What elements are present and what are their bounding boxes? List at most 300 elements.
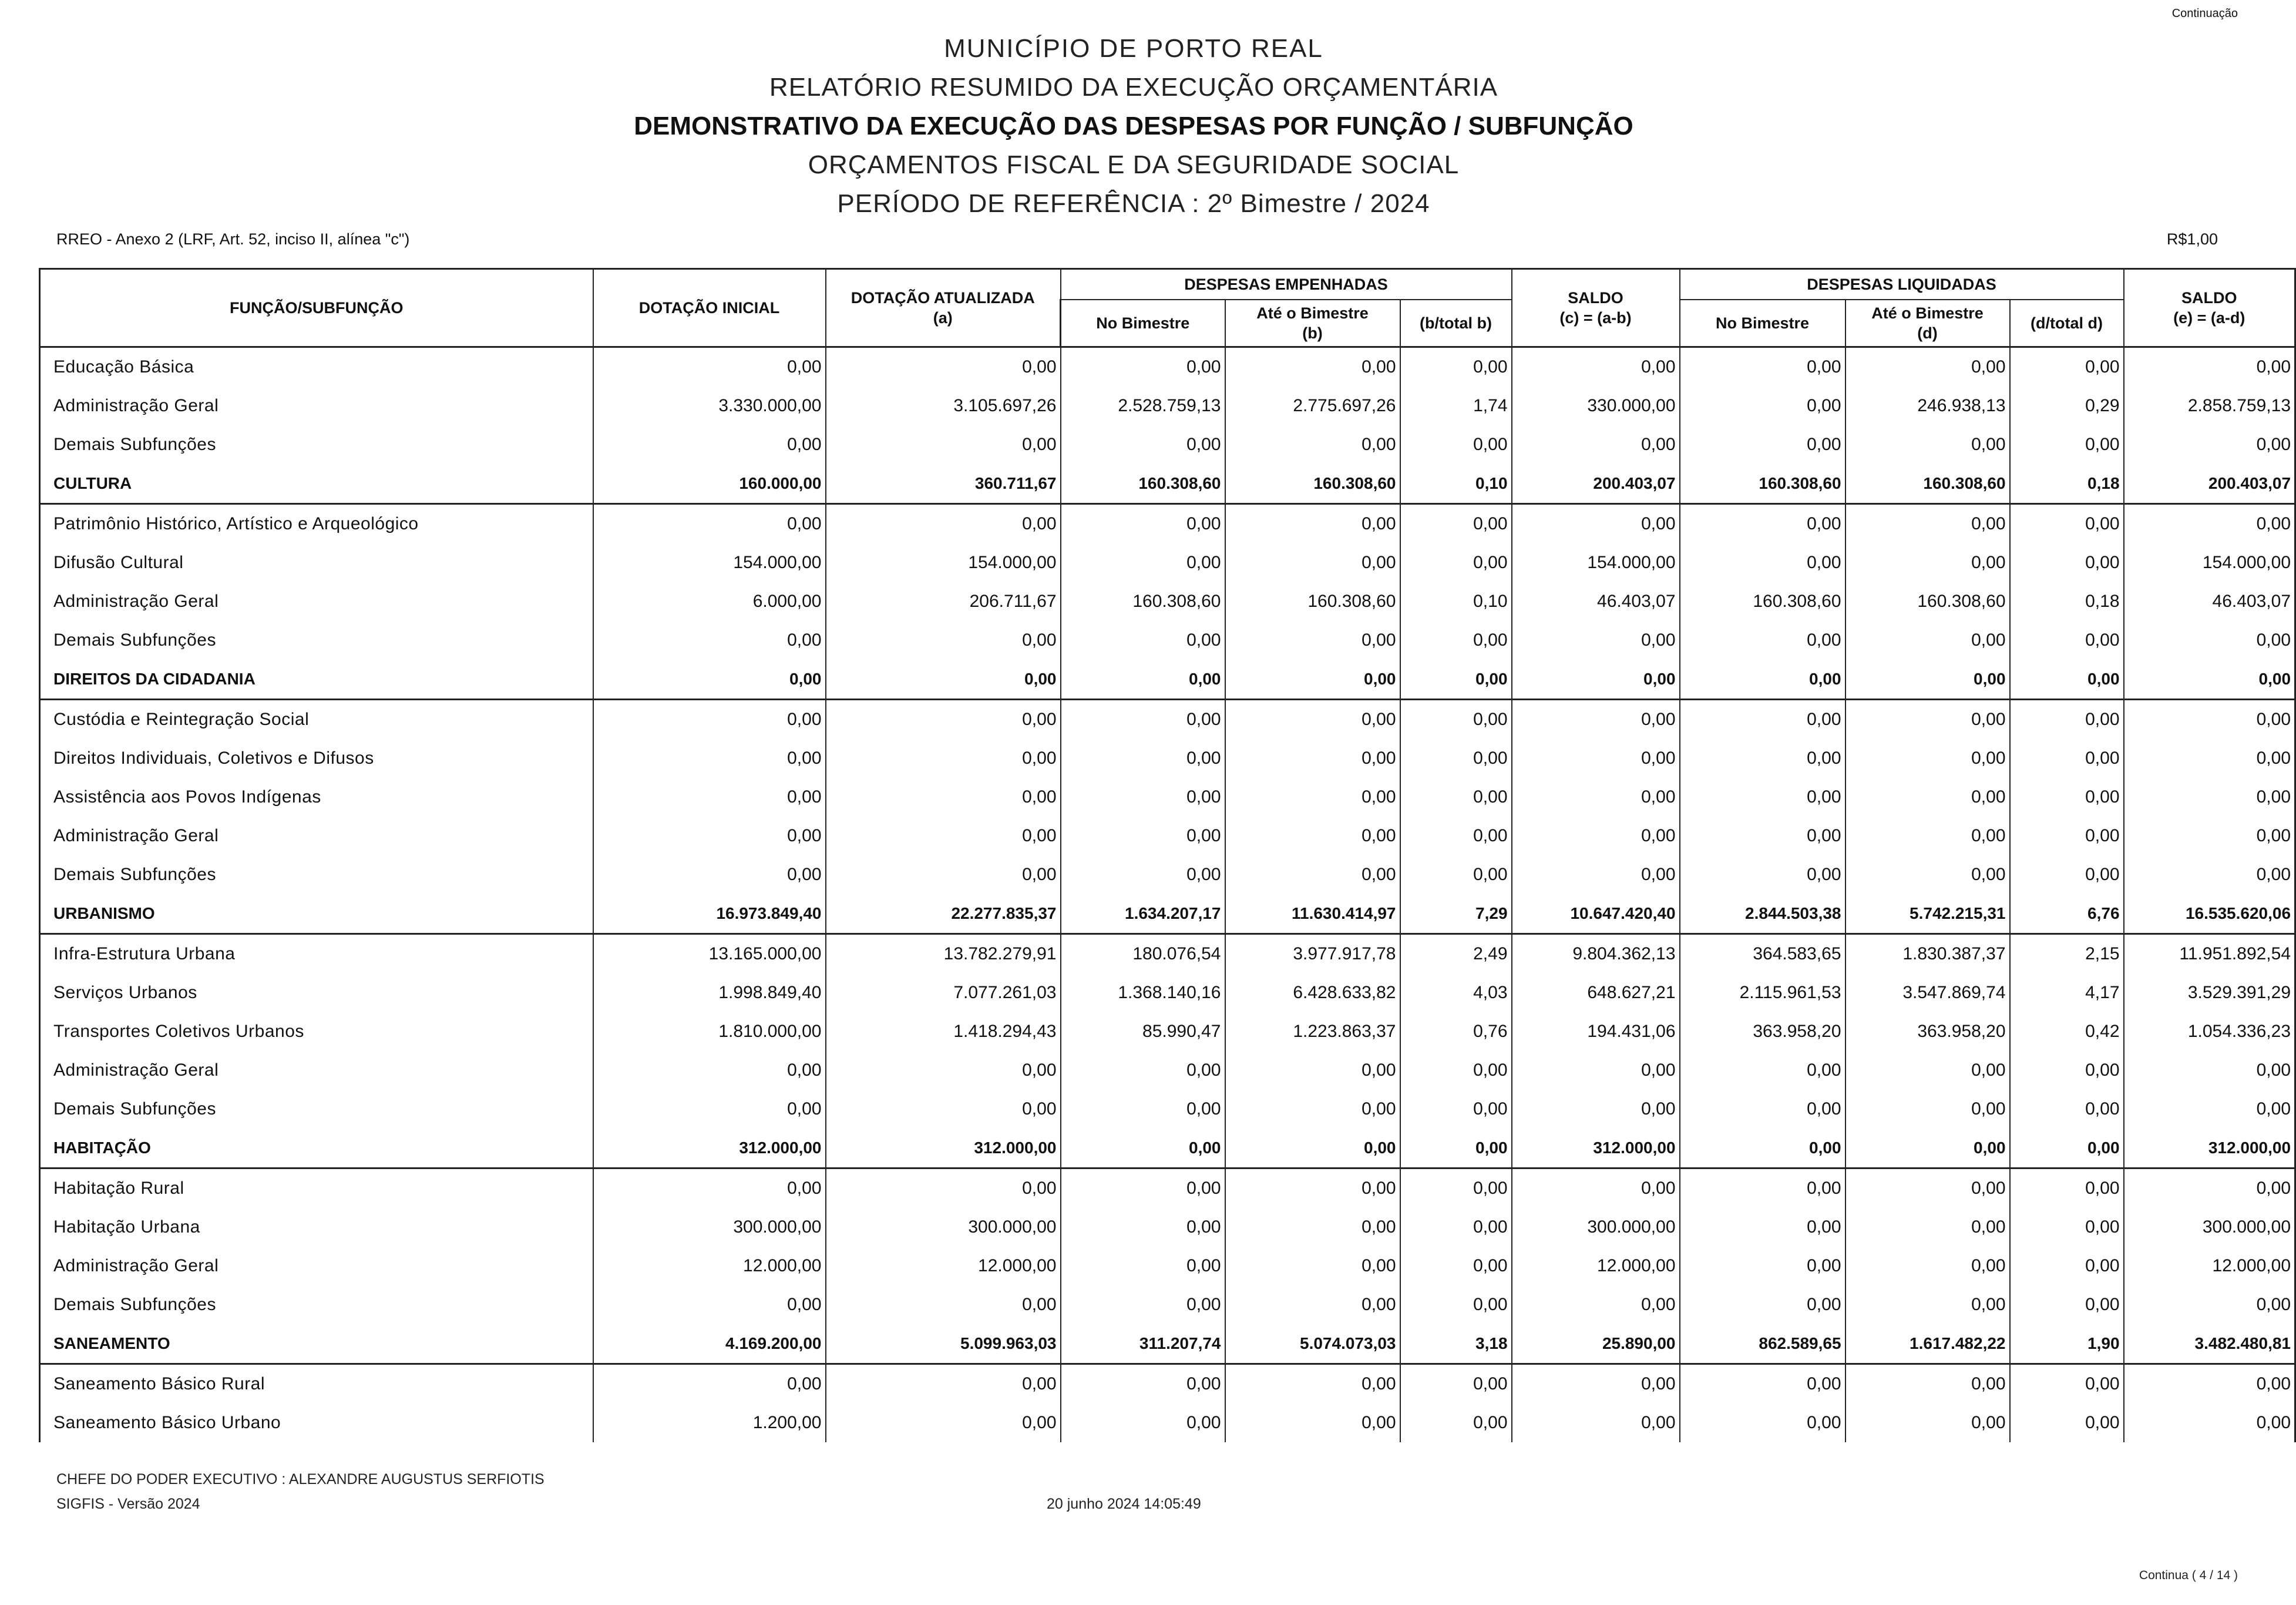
- value-cell: 3.547.869,74: [1845, 973, 2010, 1012]
- value-cell: 2.528.759,13: [1061, 387, 1225, 425]
- value-cell: 300.000,00: [2124, 1208, 2295, 1247]
- page-indicator: Continua ( 4 / 14 ): [2139, 1569, 2238, 1582]
- value-cell: 648.627,21: [1512, 973, 1680, 1012]
- subfunction-name: Transportes Coletivos Urbanos: [40, 1012, 593, 1051]
- value-cell: 0,00: [826, 504, 1061, 544]
- value-cell: 0,00: [1845, 1403, 2010, 1442]
- value-cell: 0,00: [2010, 1169, 2124, 1208]
- value-cell: 0,00: [2010, 817, 2124, 855]
- value-cell: 0,00: [1400, 1129, 1512, 1169]
- executive-chief: CHEFE DO PODER EXECUTIVO : ALEXANDRE AUGUSTUS SERFIOTIS: [56, 1471, 544, 1488]
- value-cell: 1,74: [1400, 387, 1512, 425]
- value-cell: 0,76: [1400, 1012, 1512, 1051]
- value-cell: 0,00: [1225, 700, 1400, 740]
- value-cell: 0,00: [2124, 504, 2295, 544]
- subfunction-name: Demais Subfunções: [40, 1285, 593, 1324]
- value-cell: 1.200,00: [593, 1403, 826, 1442]
- value-cell: 0,00: [1061, 347, 1225, 387]
- value-cell: 12.000,00: [826, 1247, 1061, 1285]
- value-cell: 862.589,65: [1680, 1324, 1845, 1364]
- value-cell: 0,00: [2124, 778, 2295, 817]
- value-cell: 0,00: [1400, 660, 1512, 700]
- value-cell: 3.482.480,81: [2124, 1324, 2295, 1364]
- subfunction-row: [40, 1090, 2295, 1129]
- value-cell: 0,00: [1845, 504, 2010, 544]
- value-cell: 0,18: [2010, 464, 2124, 504]
- function-name: SANEAMENTO: [40, 1324, 593, 1364]
- value-cell: 0,00: [1225, 1403, 1400, 1442]
- value-cell: 160.308,60: [1061, 582, 1225, 621]
- value-cell: 3,18: [1400, 1324, 1512, 1364]
- value-cell: 1.418.294,43: [826, 1012, 1061, 1051]
- value-cell: 0,00: [1512, 817, 1680, 855]
- value-cell: 194.431,06: [1512, 1012, 1680, 1051]
- subfunction-row: [40, 347, 2295, 387]
- value-cell: 0,00: [1680, 660, 1845, 700]
- subfunction-row: [40, 1403, 2295, 1442]
- value-cell: 0,00: [2010, 1208, 2124, 1247]
- value-cell: 85.990,47: [1061, 1012, 1225, 1051]
- value-cell: 0,29: [2010, 387, 2124, 425]
- value-cell: 0,00: [2124, 347, 2295, 387]
- value-cell: 0,00: [1061, 621, 1225, 660]
- value-cell: 0,00: [1512, 1285, 1680, 1324]
- value-cell: 0,00: [1845, 347, 2010, 387]
- continuation-label: Continuação: [2171, 7, 2238, 20]
- value-cell: 0,00: [1400, 700, 1512, 740]
- subfunction-name: Saneamento Básico Rural: [40, 1364, 593, 1404]
- value-cell: 0,00: [593, 778, 826, 817]
- value-cell: 0,00: [1680, 425, 1845, 464]
- value-cell: 0,00: [1225, 1129, 1400, 1169]
- value-cell: 0,00: [1845, 425, 2010, 464]
- subfunction-name: Serviços Urbanos: [40, 973, 593, 1012]
- value-cell: 0,00: [1225, 1169, 1400, 1208]
- subfunction-row: [40, 543, 2295, 582]
- subfunction-name: Direitos Individuais, Coletivos e Difusos: [40, 739, 593, 778]
- value-cell: 0,00: [1512, 660, 1680, 700]
- value-cell: 0,00: [1845, 621, 2010, 660]
- value-cell: 0,00: [2010, 621, 2124, 660]
- value-cell: 0,00: [826, 660, 1061, 700]
- value-cell: 3.977.917,78: [1225, 934, 1400, 974]
- value-cell: 0,00: [2124, 621, 2295, 660]
- value-cell: 363.958,20: [1680, 1012, 1845, 1051]
- value-cell: 0,00: [1400, 1247, 1512, 1285]
- value-cell: 16.973.849,40: [593, 894, 826, 934]
- value-cell: 0,00: [1845, 700, 2010, 740]
- value-cell: 0,00: [1225, 855, 1400, 894]
- value-cell: 154.000,00: [1512, 543, 1680, 582]
- value-cell: 0,00: [1225, 347, 1400, 387]
- subfunction-name: Administração Geral: [40, 582, 593, 621]
- subfunction-row: [40, 425, 2295, 464]
- value-cell: 12.000,00: [2124, 1247, 2295, 1285]
- value-cell: 0,00: [1680, 778, 1845, 817]
- value-cell: 13.165.000,00: [593, 934, 826, 974]
- value-cell: 1.634.207,17: [1061, 894, 1225, 934]
- value-cell: 0,00: [1680, 1129, 1845, 1169]
- col-header-dotacao-atualizada: DOTAÇÃO ATUALIZADA (a): [826, 269, 1061, 347]
- value-cell: 0,00: [2010, 1051, 2124, 1090]
- value-cell: 0,00: [826, 855, 1061, 894]
- subfunction-row: [40, 1364, 2295, 1404]
- value-cell: 6.428.633,82: [1225, 973, 1400, 1012]
- value-cell: 6,76: [2010, 894, 2124, 934]
- col-group-empenhadas: DESPESAS EMPENHADAS: [1061, 269, 1512, 300]
- value-cell: 46.403,07: [2124, 582, 2295, 621]
- col-header-emp-no-bimestre: No Bimestre: [1061, 300, 1225, 347]
- value-cell: 1.223.863,37: [1225, 1012, 1400, 1051]
- value-cell: 0,00: [826, 700, 1061, 740]
- col-header-liq-pct: (d/total d): [2010, 300, 2124, 347]
- subfunction-row: [40, 1208, 2295, 1247]
- subfunction-row: [40, 504, 2295, 544]
- subfunction-name: Habitação Rural: [40, 1169, 593, 1208]
- value-cell: 0,00: [1400, 1285, 1512, 1324]
- value-cell: 0,00: [593, 621, 826, 660]
- value-cell: 5.742.215,31: [1845, 894, 2010, 934]
- value-cell: 0,00: [1680, 387, 1845, 425]
- value-cell: 0,00: [1225, 778, 1400, 817]
- value-cell: 0,00: [593, 347, 826, 387]
- value-cell: 1.810.000,00: [593, 1012, 826, 1051]
- value-cell: 0,00: [2124, 1090, 2295, 1129]
- value-cell: 2,15: [2010, 934, 2124, 974]
- value-cell: 0,00: [1400, 778, 1512, 817]
- value-cell: 0,00: [593, 1051, 826, 1090]
- value-cell: 312.000,00: [1512, 1129, 1680, 1169]
- subfunction-row: [40, 817, 2295, 855]
- function-row: [40, 660, 2295, 700]
- value-cell: 0,00: [2010, 543, 2124, 582]
- value-cell: 0,00: [2010, 1364, 2124, 1404]
- value-cell: 2,49: [1400, 934, 1512, 974]
- value-cell: 0,00: [2010, 347, 2124, 387]
- subfunction-name: Difusão Cultural: [40, 543, 593, 582]
- value-cell: 0,00: [1512, 504, 1680, 544]
- value-cell: 0,00: [1225, 817, 1400, 855]
- value-cell: 0,00: [1845, 739, 2010, 778]
- value-cell: 0,00: [1225, 621, 1400, 660]
- value-cell: 25.890,00: [1512, 1324, 1680, 1364]
- value-cell: 0,00: [1845, 660, 2010, 700]
- value-cell: 312.000,00: [2124, 1129, 2295, 1169]
- value-cell: 0,00: [1845, 778, 2010, 817]
- value-cell: 0,00: [1845, 1090, 2010, 1129]
- value-cell: 0,00: [593, 504, 826, 544]
- value-cell: 0,00: [593, 1090, 826, 1129]
- subfunction-row: [40, 1012, 2295, 1051]
- value-cell: 6.000,00: [593, 582, 826, 621]
- value-cell: 4.169.200,00: [593, 1324, 826, 1364]
- subfunction-row: [40, 1169, 2295, 1208]
- annex-reference: RREO - Anexo 2 (LRF, Art. 52, inciso II, alínea "c"): [56, 230, 410, 248]
- value-cell: 0,00: [2124, 1051, 2295, 1090]
- value-cell: 0,00: [1512, 1364, 1680, 1404]
- value-cell: 0,00: [1061, 1285, 1225, 1324]
- value-cell: 0,00: [1680, 1285, 1845, 1324]
- value-cell: 0,00: [1225, 1285, 1400, 1324]
- value-cell: 0,00: [1512, 739, 1680, 778]
- value-cell: 0,00: [1225, 543, 1400, 582]
- statement-title: DEMONSTRATIVO DA EXECUÇÃO DAS DESPESAS POR FUNÇÃO / SUBFUNÇÃO: [634, 112, 1633, 140]
- subfunction-name: Administração Geral: [40, 1051, 593, 1090]
- value-cell: 206.711,67: [826, 582, 1061, 621]
- value-cell: 0,00: [2124, 425, 2295, 464]
- value-cell: 0,00: [2124, 855, 2295, 894]
- subfunction-row: [40, 1051, 2295, 1090]
- subfunction-name: Patrimônio Histórico, Artístico e Arqueológico: [40, 504, 593, 544]
- value-cell: 0,00: [826, 621, 1061, 660]
- value-cell: 0,00: [1512, 1403, 1680, 1442]
- value-cell: 0,00: [1061, 855, 1225, 894]
- value-cell: 1.998.849,40: [593, 973, 826, 1012]
- value-cell: 0,00: [826, 739, 1061, 778]
- subfunction-row: [40, 621, 2295, 660]
- value-cell: 312.000,00: [593, 1129, 826, 1169]
- value-cell: 0,00: [1680, 1090, 1845, 1129]
- value-cell: 0,00: [593, 1285, 826, 1324]
- value-cell: 0,00: [1512, 855, 1680, 894]
- value-cell: 0,10: [1400, 464, 1512, 504]
- value-cell: 0,00: [1061, 778, 1225, 817]
- value-cell: 154.000,00: [593, 543, 826, 582]
- function-row: [40, 1129, 2295, 1169]
- value-cell: 0,00: [1512, 700, 1680, 740]
- value-cell: 0,00: [1400, 1403, 1512, 1442]
- value-cell: 0,00: [1061, 1129, 1225, 1169]
- subfunction-name: Demais Subfunções: [40, 1090, 593, 1129]
- col-header-dotacao-inicial: DOTAÇÃO INICIAL: [593, 269, 826, 347]
- value-cell: 0,00: [1845, 1051, 2010, 1090]
- currency-unit: R$1,00: [2166, 230, 2218, 248]
- value-cell: 200.403,07: [1512, 464, 1680, 504]
- value-cell: 0,00: [1512, 425, 1680, 464]
- value-cell: 364.583,65: [1680, 934, 1845, 974]
- value-cell: 0,00: [593, 1364, 826, 1404]
- value-cell: 0,00: [2010, 660, 2124, 700]
- system-version: SIGFIS - Versão 2024: [56, 1496, 200, 1512]
- value-cell: 0,00: [2124, 739, 2295, 778]
- subfunction-name: Educação Básica: [40, 347, 593, 387]
- value-cell: 0,00: [1400, 504, 1512, 544]
- value-cell: 0,00: [1680, 700, 1845, 740]
- function-row: [40, 464, 2295, 504]
- subfunction-name: Administração Geral: [40, 1247, 593, 1285]
- value-cell: 0,00: [2010, 778, 2124, 817]
- col-group-liquidadas: DESPESAS LIQUIDADAS: [1680, 269, 2124, 300]
- value-cell: 2.858.759,13: [2124, 387, 2295, 425]
- value-cell: 0,00: [1225, 739, 1400, 778]
- value-cell: 16.535.620,06: [2124, 894, 2295, 934]
- value-cell: 160.308,60: [1225, 464, 1400, 504]
- value-cell: 0,00: [593, 855, 826, 894]
- value-cell: 0,00: [593, 817, 826, 855]
- value-cell: 0,00: [593, 739, 826, 778]
- function-name: DIREITOS DA CIDADANIA: [40, 660, 593, 700]
- value-cell: 180.076,54: [1061, 934, 1225, 974]
- value-cell: 160.308,60: [1061, 464, 1225, 504]
- value-cell: 2.775.697,26: [1225, 387, 1400, 425]
- value-cell: 0,00: [1225, 1051, 1400, 1090]
- value-cell: 12.000,00: [1512, 1247, 1680, 1285]
- value-cell: 0,00: [1061, 1247, 1225, 1285]
- value-cell: 0,00: [1061, 1169, 1225, 1208]
- value-cell: 0,00: [1400, 1169, 1512, 1208]
- value-cell: 0,00: [2124, 817, 2295, 855]
- value-cell: 0,18: [2010, 582, 2124, 621]
- value-cell: 0,00: [1845, 1285, 2010, 1324]
- value-cell: 0,00: [1680, 1169, 1845, 1208]
- subfunction-row: [40, 1247, 2295, 1285]
- value-cell: 0,00: [1061, 504, 1225, 544]
- value-cell: 0,00: [1680, 1364, 1845, 1404]
- value-cell: 0,00: [1225, 1247, 1400, 1285]
- value-cell: 312.000,00: [826, 1129, 1061, 1169]
- value-cell: 246.938,13: [1845, 387, 2010, 425]
- function-row: [40, 894, 2295, 934]
- value-cell: 0,00: [2010, 700, 2124, 740]
- value-cell: 0,00: [1680, 1051, 1845, 1090]
- value-cell: 0,00: [826, 1169, 1061, 1208]
- value-cell: 0,00: [1680, 739, 1845, 778]
- value-cell: 0,00: [1061, 1403, 1225, 1442]
- value-cell: 0,00: [593, 1169, 826, 1208]
- value-cell: 0,00: [1225, 660, 1400, 700]
- value-cell: 5.074.073,03: [1225, 1324, 1400, 1364]
- col-header-funcao: FUNÇÃO/SUBFUNÇÃO: [40, 269, 593, 347]
- value-cell: 0,00: [2010, 855, 2124, 894]
- value-cell: 0,00: [1061, 660, 1225, 700]
- value-cell: 7.077.261,03: [826, 973, 1061, 1012]
- value-cell: 0,00: [1400, 1051, 1512, 1090]
- value-cell: 363.958,20: [1845, 1012, 2010, 1051]
- value-cell: 3.330.000,00: [593, 387, 826, 425]
- value-cell: 0,00: [1061, 1051, 1225, 1090]
- value-cell: 0,00: [1680, 1208, 1845, 1247]
- generated-timestamp: 20 junho 2024 14:05:49: [1047, 1496, 1201, 1512]
- subfunction-name: Demais Subfunções: [40, 855, 593, 894]
- value-cell: 0,00: [1680, 1403, 1845, 1442]
- value-cell: 0,00: [2010, 739, 2124, 778]
- subfunction-row: [40, 778, 2295, 817]
- subfunction-row: [40, 1285, 2295, 1324]
- value-cell: 200.403,07: [2124, 464, 2295, 504]
- value-cell: 0,00: [2124, 1169, 2295, 1208]
- value-cell: 160.308,60: [1845, 464, 2010, 504]
- value-cell: 0,00: [826, 1403, 1061, 1442]
- value-cell: 0,00: [1225, 1090, 1400, 1129]
- subfunction-name: Assistência aos Povos Indígenas: [40, 778, 593, 817]
- value-cell: 330.000,00: [1512, 387, 1680, 425]
- value-cell: 0,00: [826, 1364, 1061, 1404]
- value-cell: 0,00: [593, 660, 826, 700]
- value-cell: 0,00: [1061, 425, 1225, 464]
- col-header-saldo-c: SALDO (c) = (a-b): [1512, 269, 1680, 347]
- report-title: RELATÓRIO RESUMIDO DA EXECUÇÃO ORÇAMENTÁRIA: [769, 73, 1498, 102]
- value-cell: 4,17: [2010, 973, 2124, 1012]
- value-cell: 0,00: [826, 778, 1061, 817]
- value-cell: 0,00: [1400, 855, 1512, 894]
- value-cell: 4,03: [1400, 973, 1512, 1012]
- value-cell: 154.000,00: [2124, 543, 2295, 582]
- value-cell: 9.804.362,13: [1512, 934, 1680, 974]
- value-cell: 360.711,67: [826, 464, 1061, 504]
- function-row: [40, 1324, 2295, 1364]
- value-cell: 0,00: [2124, 660, 2295, 700]
- value-cell: 160.308,60: [1680, 464, 1845, 504]
- budget-scope: ORÇAMENTOS FISCAL E DA SEGURIDADE SOCIAL: [808, 150, 1460, 179]
- function-name: CULTURA: [40, 464, 593, 504]
- value-cell: 0,00: [1512, 347, 1680, 387]
- value-cell: 0,00: [1680, 504, 1845, 544]
- value-cell: 0,00: [826, 1090, 1061, 1129]
- value-cell: 0,00: [1061, 700, 1225, 740]
- value-cell: 0,00: [1680, 347, 1845, 387]
- table-body: [40, 347, 2295, 1443]
- value-cell: 1,90: [2010, 1324, 2124, 1364]
- value-cell: 0,00: [2010, 1247, 2124, 1285]
- subfunction-row: [40, 973, 2295, 1012]
- value-cell: 0,00: [1845, 855, 2010, 894]
- value-cell: 0,00: [1225, 1364, 1400, 1404]
- value-cell: 0,00: [1512, 1090, 1680, 1129]
- value-cell: 0,00: [826, 1285, 1061, 1324]
- value-cell: 0,00: [2010, 425, 2124, 464]
- value-cell: 160.000,00: [593, 464, 826, 504]
- subfunction-row: [40, 582, 2295, 621]
- value-cell: 0,00: [1225, 504, 1400, 544]
- subfunction-name: Habitação Urbana: [40, 1208, 593, 1247]
- value-cell: 0,00: [1845, 1129, 2010, 1169]
- value-cell: 0,00: [1512, 778, 1680, 817]
- value-cell: 154.000,00: [826, 543, 1061, 582]
- value-cell: 0,00: [1845, 1208, 2010, 1247]
- value-cell: 0,00: [1680, 817, 1845, 855]
- subfunction-row: [40, 855, 2295, 894]
- value-cell: 22.277.835,37: [826, 894, 1061, 934]
- subfunction-row: [40, 934, 2295, 974]
- value-cell: 0,00: [1680, 855, 1845, 894]
- value-cell: 0,00: [1400, 425, 1512, 464]
- value-cell: 0,00: [1680, 1247, 1845, 1285]
- value-cell: 3.529.391,29: [2124, 973, 2295, 1012]
- value-cell: 0,00: [1400, 1208, 1512, 1247]
- value-cell: 0,00: [2124, 1364, 2295, 1404]
- col-header-emp-pct: (b/total b): [1400, 300, 1512, 347]
- value-cell: 0,00: [1061, 1208, 1225, 1247]
- subfunction-row: [40, 387, 2295, 425]
- value-cell: 0,00: [1225, 425, 1400, 464]
- value-cell: 3.105.697,26: [826, 387, 1061, 425]
- reference-period: PERÍODO DE REFERÊNCIA : 2º Bimestre / 2024: [837, 189, 1430, 218]
- col-header-emp-ate-bimestre: Até o Bimestre (b): [1225, 300, 1400, 347]
- value-cell: 0,00: [1845, 1247, 2010, 1285]
- value-cell: 0,00: [1061, 1090, 1225, 1129]
- col-header-liq-ate-bimestre: Até o Bimestre (d): [1845, 300, 2010, 347]
- value-cell: 5.099.963,03: [826, 1324, 1061, 1364]
- municipality-title: MUNICÍPIO DE PORTO REAL: [944, 34, 1323, 63]
- subfunction-name: Custódia e Reintegração Social: [40, 700, 593, 740]
- value-cell: 1.368.140,16: [1061, 973, 1225, 1012]
- value-cell: 0,00: [1400, 739, 1512, 778]
- value-cell: 2.115.961,53: [1680, 973, 1845, 1012]
- value-cell: 0,00: [593, 425, 826, 464]
- value-cell: 0,00: [1845, 543, 2010, 582]
- value-cell: 0,00: [2010, 1403, 2124, 1442]
- value-cell: 0,42: [2010, 1012, 2124, 1051]
